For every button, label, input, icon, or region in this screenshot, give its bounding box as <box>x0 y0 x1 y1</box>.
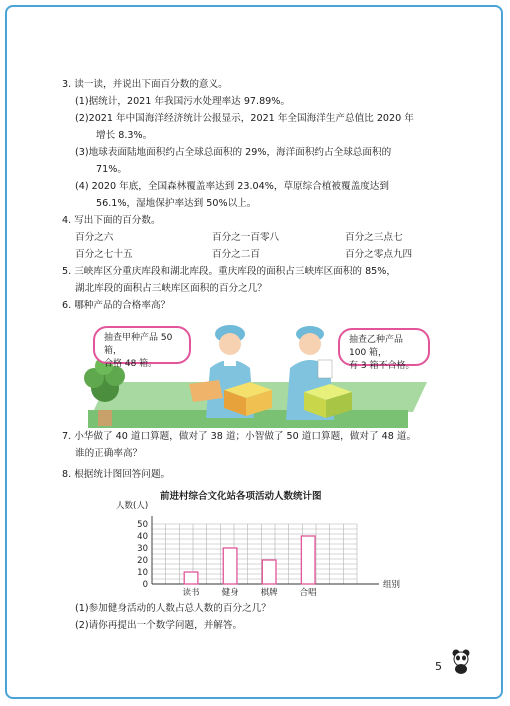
exercise-content-lower <box>62 428 462 483</box>
bubble-right-line-1: 抽查乙种产品 100 箱， <box>349 335 404 358</box>
q3-item-3: (3)地球表面陆地面积约占全球总面积的 29%，海洋面积约占全球总面积的 <box>75 147 392 158</box>
q4-title: 4. 写出下面的百分数。 <box>62 215 161 226</box>
q8-sub-2: (2)请你再提出一个数学问题，并解答。 <box>75 620 243 631</box>
q4-cell: 百分之二百 <box>212 249 260 260</box>
q3-item-2: (2)2021 年中国海洋经济统计公报显示，2021 年全国海洋生产总值比 2020 年 <box>75 113 414 124</box>
speech-bubble-left <box>93 326 191 369</box>
x-tick-label: 健身 <box>221 588 239 598</box>
bar <box>262 560 276 584</box>
q3-item-4: (4) 2020 年底，全国森林覆盖率达到 23.04%，草原综合植被覆盖度达到 <box>75 181 389 192</box>
y-axis-label: 人数(人) <box>116 501 149 511</box>
bubble-left-line-2: 合格 48 箱。 <box>104 359 158 369</box>
x-tick-label: 棋牌 <box>260 588 278 598</box>
q3-item-4-cont: 56.1%，湿地保护率达到 50%以上。 <box>96 198 257 209</box>
y-tick-label: 20 <box>137 556 148 566</box>
exercise-content <box>62 76 462 314</box>
box-green-icon <box>300 380 356 420</box>
bubble-right-line-2: 有 3 箱不合格。 <box>349 361 415 371</box>
bar <box>301 536 315 584</box>
document-icon <box>185 378 225 402</box>
q6-illustration <box>80 318 435 430</box>
bubble-left-line-1: 抽查甲种产品 50 箱， <box>104 333 173 356</box>
speech-bubble-right <box>338 328 430 371</box>
q3-item-2-cont: 增长 8.3%。 <box>96 130 153 141</box>
page-number: 5 <box>435 660 442 673</box>
q8-subquestions <box>62 600 462 634</box>
q4-row-1 <box>62 229 462 246</box>
q3-title: 3. 读一读，并说出下面百分数的意义。 <box>62 79 228 90</box>
y-tick-label: 30 <box>137 544 148 554</box>
q7-line-1: 7. 小华做了 40 道口算题，做对了 38 道；小智做了 50 道口算题，做对了 48 道。 <box>62 431 417 442</box>
q4-cell: 百分之六 <box>75 232 114 243</box>
panda-icon <box>450 648 472 674</box>
x-tick-label: 读书 <box>182 588 200 598</box>
q6-title: 6. 哪种产品的合格率高？ <box>62 300 171 311</box>
q3-item-1: (1)据统计，2021 年我国污水处理率达 97.89%。 <box>75 96 290 107</box>
q7-line-2: 谁的正确率高？ <box>75 448 143 459</box>
bar <box>223 548 237 584</box>
y-tick-label: 0 <box>142 580 148 590</box>
chart-title: 前进村综合文化站各项活动人数统计图 <box>160 491 322 502</box>
y-tick-label: 10 <box>137 568 148 578</box>
x-axis-label: 组别 <box>383 580 401 590</box>
y-tick-label: 40 <box>137 532 148 542</box>
box-yellow-icon <box>220 378 276 418</box>
q5-line-2: 湖北库段的面积占三峡库区面积的百分之几？ <box>75 283 267 294</box>
q3-item-3-cont: 71%。 <box>96 164 127 175</box>
q4-cell: 百分之零点九四 <box>345 249 413 260</box>
bar-chart <box>110 500 410 600</box>
q8-sub-1: (1)参加健身活动的人数占总人数的百分之几？ <box>75 603 271 614</box>
y-tick-label: 50 <box>137 520 148 530</box>
x-tick-label: 合唱 <box>299 588 317 598</box>
q4-cell: 百分之一百零八 <box>212 232 280 243</box>
q4-cell: 百分之三点七 <box>345 232 403 243</box>
q4-cell: 百分之七十五 <box>75 249 133 260</box>
q8-title: 8. 根据统计图回答问题。 <box>62 469 171 480</box>
bar <box>184 572 198 584</box>
q4-row-2 <box>62 246 462 263</box>
q5-line-1: 5. 三峡库区分重庆库段和湖北库段。重庆库段的面积占三峡库区面积的 85%， <box>62 266 396 277</box>
